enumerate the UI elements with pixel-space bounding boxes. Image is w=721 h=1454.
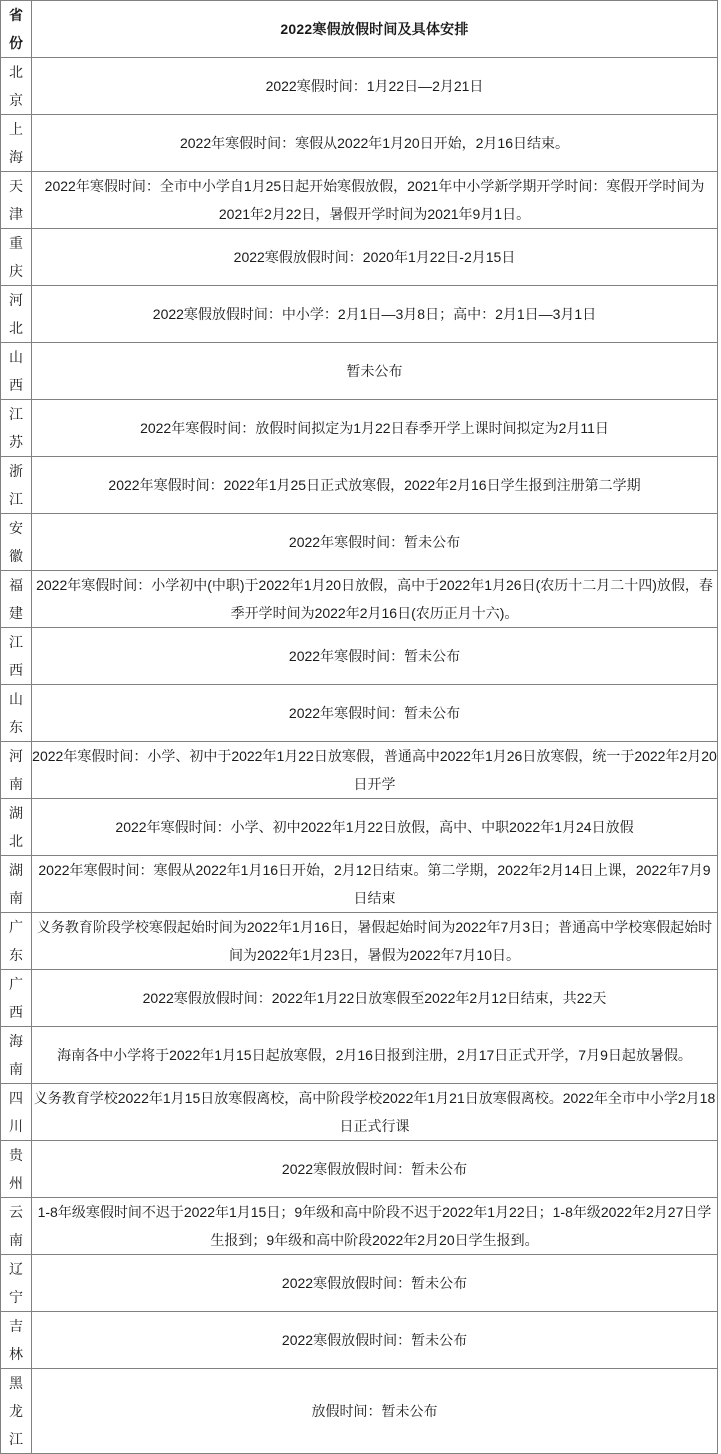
- province-char: 广: [9, 976, 23, 992]
- cell-detail: 2022寒假放假时间：2022年1月22日放寒假至2022年2月12日结束，共22天: [32, 970, 718, 1027]
- cell-detail: 2022寒假放假时间：暂未公布: [32, 1255, 718, 1312]
- province-char: 河: [9, 292, 23, 308]
- table-row: [1, 799, 718, 856]
- cell-province: [1, 856, 32, 913]
- cell-detail: 2022寒假放假时间：2020年1月22日-2月15日: [32, 229, 718, 286]
- province-char: 南: [9, 776, 23, 792]
- table-body: [1, 1, 718, 1454]
- province-char: 州: [9, 1175, 23, 1191]
- cell-detail: 2022年寒假时间：小学初中(中职)于2022年1月20日放假，高中于2022年1月26日(农历十二月二十四)放假，春季开学时间为2022年2月16日(农历正月十六)。: [32, 571, 718, 628]
- province-char: 津: [9, 206, 23, 222]
- province-char: 龙: [9, 1403, 23, 1419]
- table-row: [1, 286, 718, 343]
- cell-province: [1, 913, 32, 970]
- cell-detail: 2022年寒假时间：2022年1月25日正式放寒假，2022年2月16日学生报到注册第二学期: [32, 457, 718, 514]
- cell-province: [1, 1141, 32, 1198]
- province-char: 京: [9, 92, 23, 108]
- cell-province: [1, 514, 32, 571]
- province-char: 江: [9, 634, 23, 650]
- column-header-province: [1, 1, 32, 58]
- cell-detail: 海南各中小学将于2022年1月15日起放寒假，2月16日报到注册，2月17日正式开学，7月9日起放暑假。: [32, 1027, 718, 1084]
- province-char: 广: [9, 919, 23, 935]
- cell-detail: 放假时间：暂未公布: [32, 1369, 718, 1454]
- province-char: 山: [9, 691, 23, 707]
- table-row: [1, 58, 718, 115]
- cell-detail: 2022年寒假时间：寒假从2022年1月16日开始，2月12日结束。第二学期，2022年2月14日上课，2022年7月9日结束: [32, 856, 718, 913]
- province-char: 西: [9, 662, 23, 678]
- table-row: [1, 742, 718, 799]
- cell-province: [1, 742, 32, 799]
- cell-province: [1, 799, 32, 856]
- cell-province: [1, 571, 32, 628]
- table-row: [1, 343, 718, 400]
- table-row: [1, 1084, 718, 1141]
- province-char: 北: [9, 833, 23, 849]
- cell-province: [1, 343, 32, 400]
- province-char: 苏: [9, 434, 23, 450]
- table-row: [1, 685, 718, 742]
- province-char: 东: [9, 719, 23, 735]
- province-char: 宁: [9, 1289, 23, 1305]
- cell-detail: 2022寒假放假时间：中小学：2月1日—3月8日；高中：2月1日—3月1日: [32, 286, 718, 343]
- table-row: [1, 1198, 718, 1255]
- table-header-row: [1, 1, 718, 58]
- cell-detail: 2022寒假时间：1月22日—2月21日: [32, 58, 718, 115]
- province-char: 天: [9, 178, 23, 194]
- cell-detail: 2022寒假放假时间：暂未公布: [32, 1141, 718, 1198]
- cell-detail: 2022年寒假时间：寒假从2022年1月20日开始，2月16日结束。: [32, 115, 718, 172]
- province-char: 安: [9, 520, 23, 536]
- cell-detail: 义务教育学校2022年1月15日放寒假离校，高中阶段学校2022年1月21日放寒假离校。2022年全市中小学2月18日正式行课: [32, 1084, 718, 1141]
- cell-detail: 2022年寒假时间：小学、初中2022年1月22日放假，高中、中职2022年1月24日放假: [32, 799, 718, 856]
- cell-province: [1, 1198, 32, 1255]
- province-char: 吉: [9, 1318, 23, 1334]
- table-row: [1, 1027, 718, 1084]
- cell-province: [1, 115, 32, 172]
- province-char: 浙: [9, 463, 23, 479]
- province-char: 建: [9, 605, 23, 621]
- cell-province: [1, 400, 32, 457]
- table-row: [1, 913, 718, 970]
- province-char: 东: [9, 947, 23, 963]
- table-row: [1, 1255, 718, 1312]
- table-row: [1, 1312, 718, 1369]
- cell-province: [1, 58, 32, 115]
- province-char: 湖: [9, 805, 23, 821]
- cell-province: [1, 286, 32, 343]
- cell-province: [1, 229, 32, 286]
- cell-detail: 2022年寒假时间：暂未公布: [32, 514, 718, 571]
- province-char: 江: [9, 491, 23, 507]
- province-char: 林: [9, 1346, 23, 1362]
- province-char: 份: [9, 35, 23, 51]
- cell-detail: 1-8年级寒假时间不迟于2022年1月15日；9年级和高中阶段不迟于2022年1月22日；1-8年级2022年2月27日学生报到；9年级和高中阶段2022年2月20日学生报到。: [32, 1198, 718, 1255]
- province-char: 庆: [9, 263, 23, 279]
- province-char: 四: [9, 1090, 23, 1106]
- cell-province: [1, 1369, 32, 1454]
- province-char: 江: [9, 1431, 23, 1447]
- cell-detail: 2022年寒假时间：暂未公布: [32, 685, 718, 742]
- province-char: 海: [9, 149, 23, 165]
- province-char: 湖: [9, 862, 23, 878]
- table-row: [1, 229, 718, 286]
- cell-detail: 2022年寒假时间：放假时间拟定为1月22日春季开学上课时间拟定为2月11日: [32, 400, 718, 457]
- cell-detail: 2022年寒假时间：小学、初中于2022年1月22日放寒假，普通高中2022年1月26日放寒假，统一于2022年2月20日开学: [32, 742, 718, 799]
- table-row: [1, 1369, 718, 1454]
- province-char: 黑: [9, 1375, 23, 1391]
- province-char: 山: [9, 349, 23, 365]
- cell-province: [1, 1312, 32, 1369]
- table-row: [1, 514, 718, 571]
- province-char: 上: [9, 121, 23, 137]
- cell-province: [1, 685, 32, 742]
- column-header-detail: 2022寒假放假时间及具体安排: [32, 1, 718, 58]
- province-char: 河: [9, 748, 23, 764]
- table-row: [1, 856, 718, 913]
- table-row: [1, 172, 718, 229]
- table-row: [1, 400, 718, 457]
- province-char: 江: [9, 406, 23, 422]
- province-char: 南: [9, 890, 23, 906]
- cell-province: [1, 1255, 32, 1312]
- province-char: 川: [9, 1118, 23, 1134]
- table-row: [1, 115, 718, 172]
- province-char: 徽: [9, 548, 23, 564]
- province-char: 海: [9, 1033, 23, 1049]
- province-char: 福: [9, 577, 23, 593]
- province-char: 南: [9, 1232, 23, 1248]
- cell-province: [1, 172, 32, 229]
- province-char: 西: [9, 1004, 23, 1020]
- cell-detail: 义务教育阶段学校寒假起始时间为2022年1月16日，暑假起始时间为2022年7月3日；普通高中学校寒假起始时间为2022年1月23日，暑假为2022年7月10日。: [32, 913, 718, 970]
- province-char: 南: [9, 1061, 23, 1077]
- cell-detail: 2022寒假放假时间：暂未公布: [32, 1312, 718, 1369]
- cell-province: [1, 1027, 32, 1084]
- table-row: [1, 1141, 718, 1198]
- cell-province: [1, 628, 32, 685]
- province-char: 重: [9, 235, 23, 251]
- province-char: 北: [9, 320, 23, 336]
- cell-detail: 暂未公布: [32, 343, 718, 400]
- table-row: [1, 970, 718, 1027]
- cell-detail: 2022年寒假时间：全市中小学自1月25日起开始寒假放假，2021年中小学新学期开学时间：寒假开学时间为2021年2月22日，暑假开学时间为2021年9月1日。: [32, 172, 718, 229]
- cell-detail: 2022年寒假时间：暂未公布: [32, 628, 718, 685]
- cell-province: [1, 970, 32, 1027]
- province-char: 贵: [9, 1147, 23, 1163]
- table-row: [1, 628, 718, 685]
- cell-province: [1, 1084, 32, 1141]
- province-char: 辽: [9, 1261, 23, 1277]
- province-char: 省: [9, 7, 23, 23]
- province-char: 云: [9, 1204, 23, 1220]
- cell-province: [1, 457, 32, 514]
- province-char: 西: [9, 377, 23, 393]
- table-row: [1, 571, 718, 628]
- province-char: 北: [9, 64, 23, 80]
- table-row: [1, 457, 718, 514]
